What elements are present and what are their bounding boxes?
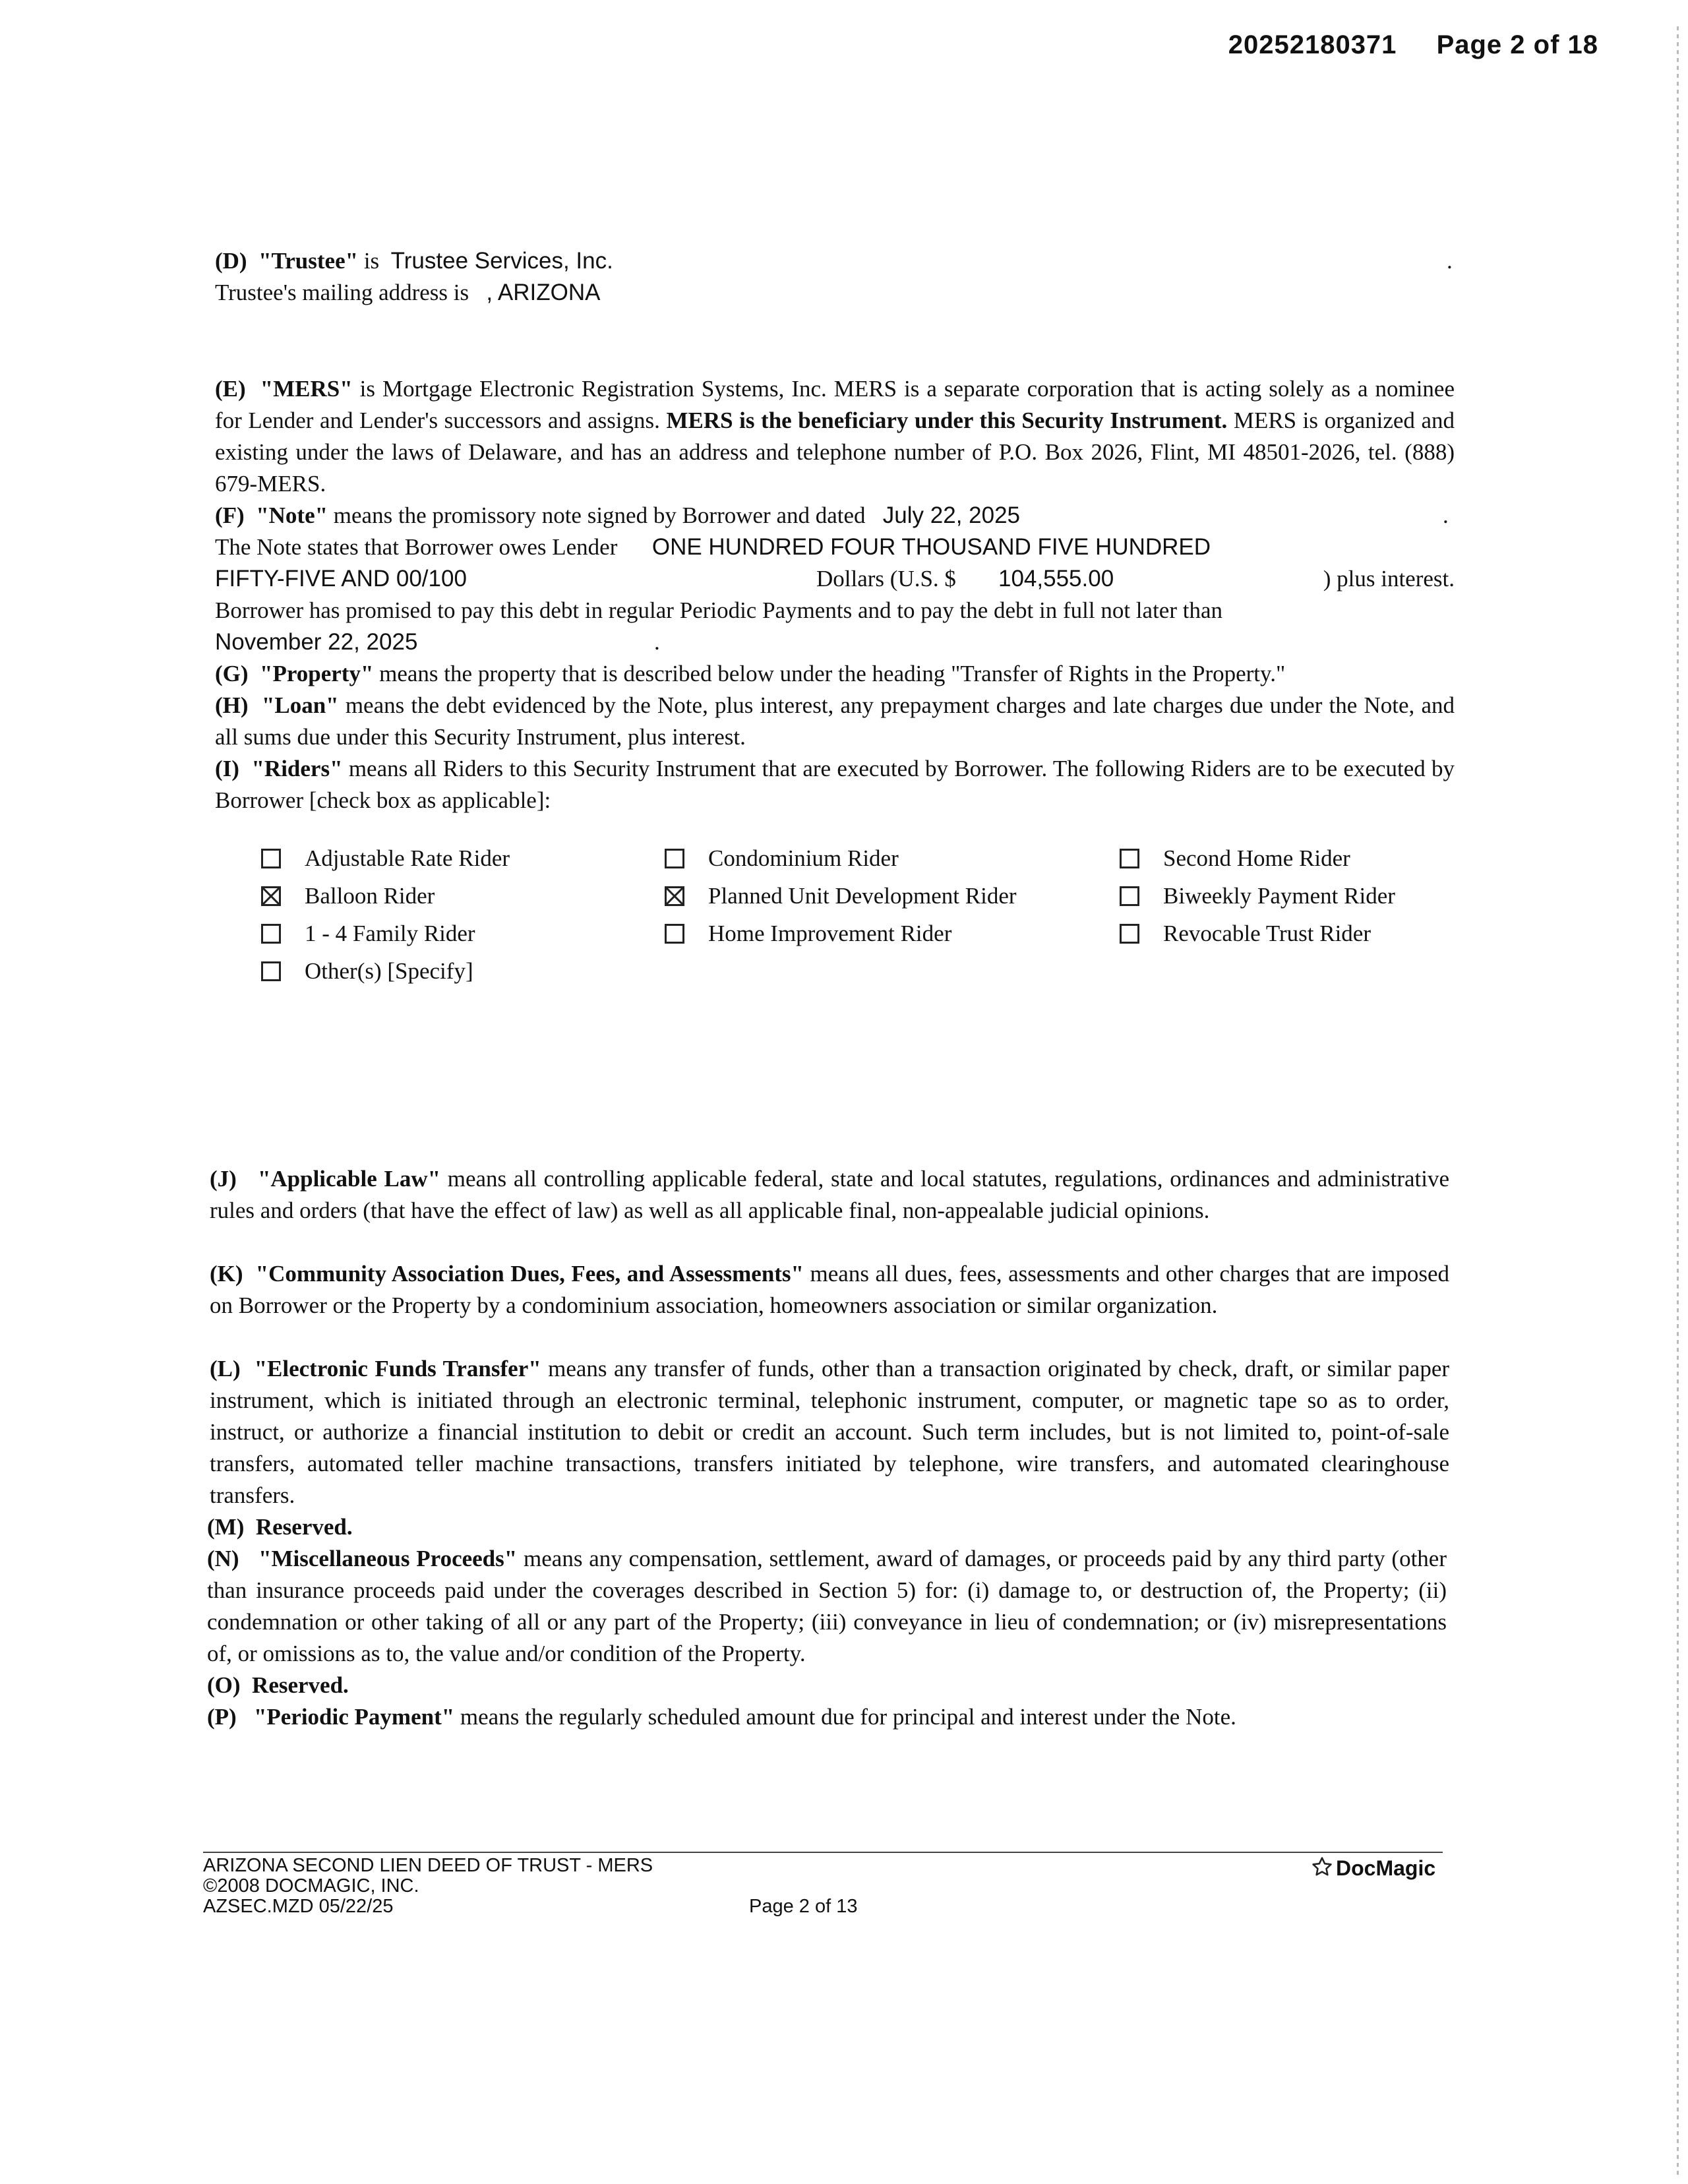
reserved-o: Reserved. (252, 1672, 349, 1698)
brand-name: DocMagic (1336, 1856, 1436, 1880)
trustee-connector: is (363, 248, 380, 274)
checkbox-revocable-trust-rider[interactable] (1120, 924, 1139, 944)
rider-row (261, 883, 1481, 921)
loan-text: means the debt evidenced by the Note, plus interest, any prepayment charges and late charges due under the Note, and all sums due under this Security Instrument, plus interest. (215, 692, 1455, 750)
note-date: July 22, 2025 (882, 502, 1021, 528)
definition-m (207, 1511, 1447, 1543)
rider-option[interactable] (261, 845, 510, 872)
note-text-c: Borrower has promised to pay this debt in regular Periodic Payments and to pay the debt in full not later than (215, 597, 1222, 623)
definition-h (215, 690, 1455, 753)
checkbox-home-improvement-rider[interactable] (665, 924, 684, 944)
dot-marker: . (1447, 248, 1453, 274)
footer-form-info (203, 1856, 653, 1917)
definition-i (215, 753, 1455, 816)
definition-k (210, 1258, 1449, 1321)
checkbox-biweekly-payment-rider[interactable] (1120, 886, 1139, 906)
definition-d (215, 245, 1455, 309)
rider-label: Adjustable Rate Rider (305, 845, 510, 871)
checkbox-1-4-family-rider[interactable] (261, 924, 281, 944)
term-property: "Property" (260, 661, 374, 686)
definition-g (215, 658, 1455, 690)
rider-label: Home Improvement Rider (708, 921, 952, 946)
label-k: (K) (210, 1261, 243, 1287)
label-f: (F) (215, 502, 245, 528)
label-l: (L) (210, 1356, 241, 1381)
label-h: (H) (215, 692, 249, 718)
footer-brand (1311, 1856, 1435, 1881)
label-n: (N) (207, 1546, 239, 1571)
rider-label: 1 - 4 Family Rider (305, 921, 475, 946)
community-association-text: means all dues, fees, assessments and other charges that are imposed on Borrower or the Property by a condominium association, homeowners association or similar organization. (210, 1261, 1450, 1318)
rider-label: Other(s) [Specify] (305, 958, 473, 984)
term-loan: "Loan" (261, 692, 339, 718)
dot-marker: . (654, 629, 660, 655)
rider-row (261, 921, 1481, 958)
term-periodic-payment: "Periodic Payment" (253, 1704, 455, 1730)
checkbox-adjustable-rate-rider[interactable] (261, 849, 281, 868)
footer-form-title: ARIZONA SECOND LIEN DEED OF TRUST - MERS (203, 1855, 653, 1876)
definition-e (215, 373, 1455, 500)
term-note: "Note" (256, 502, 328, 528)
rider-label: Biweekly Payment Rider (1163, 883, 1395, 909)
note-text-a: means the promissory note signed by Borrower and dated (333, 502, 866, 528)
amount-words-line-1: ONE HUNDRED FOUR THOUSAND FIVE HUNDRED (651, 534, 1211, 560)
label-j: (J) (210, 1166, 237, 1192)
rider-option[interactable] (665, 921, 951, 947)
dot-marker: . (1443, 502, 1449, 528)
rider-label: Second Home Rider (1163, 845, 1350, 871)
maturity-date: November 22, 2025 (215, 629, 418, 655)
mers-text-a: is Mortgage Electronic Registration Systems, Inc. MERS is a separate corporation that is acting solely as a nominee for Lender and Lender's successors and assigns. (215, 376, 1455, 433)
riders-text: means all Riders to this Security Instrument that are executed by Borrower. The following Riders are to be executed by Borrower [check box as applicable]: (215, 756, 1455, 813)
label-i: (I) (215, 756, 239, 781)
periodic-payment-text: means the regularly scheduled amount due for principal and interest under the Note. (460, 1704, 1236, 1730)
rider-option[interactable] (261, 883, 435, 909)
property-text: means the property that is described below under the heading "Transfer of Rights in the Property." (379, 661, 1286, 686)
rider-option[interactable] (1120, 845, 1350, 872)
trustee-name: Trustee Services, Inc. (390, 248, 613, 274)
label-d: (D) (215, 248, 247, 274)
term-mers: "MERS" (260, 376, 353, 402)
rider-label: Condominium Rider (708, 845, 899, 871)
reserved-m: Reserved. (255, 1514, 353, 1540)
term-trustee: "Trustee" (258, 248, 359, 274)
dollars-prefix: Dollars (U.S. $ (816, 566, 956, 592)
term-miscellaneous-proceeds: "Miscellaneous Proceeds" (258, 1546, 518, 1571)
trustee-mailing-address: , ARIZONA (486, 280, 601, 305)
term-riders: "Riders" (251, 756, 343, 781)
footer-page-label: Page 2 of 13 (749, 1896, 858, 1917)
trustee-mailing-prefix: Trustee's mailing address is (215, 280, 469, 305)
rider-label: Balloon Rider (305, 883, 435, 909)
definition-o (207, 1670, 1447, 1701)
rider-option[interactable] (665, 845, 899, 872)
footer-copyright: ©2008 DOCMAGIC, INC. (203, 1875, 419, 1896)
definition-p (207, 1701, 1447, 1733)
label-o: (O) (207, 1672, 241, 1698)
rider-option[interactable] (1120, 883, 1395, 909)
term-community-association-dues: "Community Association Dues, Fees, and Assessments" (255, 1261, 804, 1287)
definition-j (210, 1163, 1449, 1227)
miscellaneous-proceeds-text: means any compensation, settlement, award of damages, or proceeds paid by any third party (other than insurance proceeds paid under the coverages described in Section 5) for: (i) damage to, or destruction of, the Property; (ii) condemnation or other taking of all or any part of the Property; (iii) conveyance in lieu of condemnation; or (iv) misrepresentations of, or omissions as to, the value and/or condition of the Property. (207, 1546, 1447, 1666)
loan-amount: 104,555.00 (998, 566, 1114, 592)
mers-text-b: MERS is organized and existing under the laws of Delaware, and has an address and telephone number of P.O. Box 2026, Flint, MI 48501-2026, tel. (888) 679-MERS. (215, 408, 1455, 497)
term-applicable-law: "Applicable Law" (257, 1166, 441, 1192)
mers-beneficiary-statement: MERS is the beneficiary under this Security Instrument. (666, 408, 1228, 433)
label-g: (G) (215, 661, 249, 686)
dollars-suffix: ) plus interest. (1323, 566, 1455, 592)
rider-label: Planned Unit Development Rider (708, 883, 1017, 909)
checkbox-second-home-rider[interactable] (1120, 849, 1139, 868)
rider-label: Revocable Trust Rider (1163, 921, 1371, 946)
footer-form-code: AZSEC.MZD 05/22/25 (203, 1896, 394, 1917)
page-header (1228, 30, 1598, 60)
rider-option[interactable] (665, 883, 1017, 909)
electronic-funds-transfer-text: means any transfer of funds, other than a transaction originated by check, draft, or similar paper instrument, which is initiated through an electronic terminal, telephonic instrument, computer, or magnetic tape so as to order, instruct, or authorize a financial institution to debit or credit an account. Such term includes, but is not limited to, point-of-sale transfers, automated teller machine transactions, transfers initiated by telephone, wire transfers, and automated clearinghouse transfers. (210, 1356, 1450, 1508)
scan-edge-artifact (1677, 26, 1679, 2176)
term-electronic-funds-transfer: "Electronic Funds Transfer" (254, 1356, 541, 1381)
checkbox-planned-unit-development-rider[interactable] (665, 886, 684, 906)
star-outline-icon (1311, 1856, 1333, 1881)
label-p: (P) (207, 1704, 237, 1730)
rider-option[interactable] (261, 958, 473, 985)
riders-checklist (261, 845, 1481, 996)
rider-option[interactable] (1120, 921, 1371, 947)
note-text-b: The Note states that Borrower owes Lender (215, 534, 618, 560)
recording-number: 20252180371 (1228, 30, 1397, 59)
checkbox-others-specify[interactable] (261, 961, 281, 981)
checkbox-balloon-rider[interactable] (261, 886, 281, 906)
label-e: (E) (215, 376, 246, 402)
definition-n (207, 1543, 1447, 1670)
rider-option[interactable] (261, 921, 475, 947)
rider-row (261, 845, 1481, 883)
recorder-page-label: Page 2 of 18 (1436, 30, 1598, 59)
footer-divider (203, 1852, 1443, 1853)
definition-l (210, 1353, 1449, 1511)
definition-f (215, 500, 1455, 658)
label-m: (M) (207, 1514, 245, 1540)
rider-row (261, 958, 1481, 996)
checkbox-condominium-rider[interactable] (665, 849, 684, 868)
amount-words-line-2: FIFTY-FIVE AND 00/100 (215, 566, 467, 592)
applicable-law-text: means all controlling applicable federal, state and local statutes, regulations, ordinances and administrative rules and orders (that have the effect of law) as well as all applicable final, non-appealable judicial opinions. (210, 1166, 1449, 1223)
